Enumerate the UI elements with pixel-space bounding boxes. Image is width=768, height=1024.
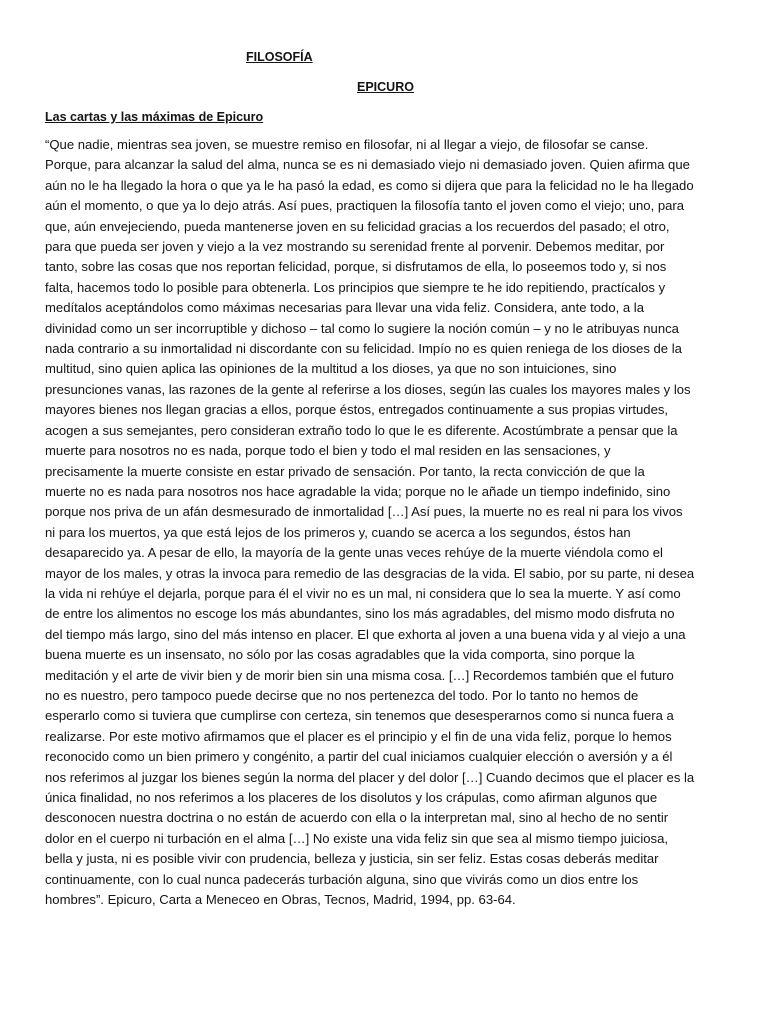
text-line: porque nos priva de un afán desmesurado de inmortalidad […] Así pues, la muerte no es real ni para los vivos — [45, 504, 683, 520]
text-line: no es nuestro, pero tampoco puede decirse que no nos pertenezca del todo. Por lo tanto no hemos de — [45, 687, 639, 703]
text-line: reconocido como un bien primero y congénito, a partir del cual iniciamos cualquier elección o aversión y a él — [45, 749, 673, 765]
text-line: muerte no es nada para nosotros nos hace agradable la vida; porque no le añade un tiempo indefinido, sino — [45, 483, 671, 499]
text-line: mayor de los males, y otras la invoca para remedio de las desgracias de la vida. El sabio, por su parte, ni desea — [45, 565, 695, 581]
text-line: única finalidad, no nos referimos a los placeres de los disolutos y los crápulas, como afirman algunos que — [45, 790, 658, 805]
text-line: Porque, para alcanzar la salud del alma, nunca se es ni demasiado viejo ni demasiado joven. Quien afirma que — [45, 157, 690, 173]
text-line: tanto, sobre las cosas que nos reportan felicidad, porque, si disfrutamos de ella, lo poseemos todo y, si nos — [45, 259, 667, 275]
text-line: la vida ni rehúye el dejarla, porque para él el vivir no es un mal, ni considera que lo sea la muerte. Y así como — [45, 585, 681, 601]
text-line: “Que nadie, mientras sea joven, se muestre remiso en filosofar, ni al llegar a viejo, de filosofar se canse. — [45, 137, 649, 152]
text-line: nada contrario a su inmortalidad ni discordante con su felicidad. Impío no es quien reniega de los dioses de la — [45, 341, 682, 357]
text-line: esperarlo como si tuviera que cumplirse con certeza, sin tenemos que desesperarnos como si nunca fuera a — [45, 708, 674, 724]
text-line: desconocen nuestra doctrina o no están de acuerdo con ella o la interpretan mal, sino al hecho de no sentir — [45, 810, 669, 826]
text-line: que, aún envejeciendo, pueda mantenerse joven en su felicidad gracias a los recuerdos del pasado; el otro, — [45, 218, 670, 234]
text-line: aún el momento, o que ya lo dejo atrás. Así pues, practiquen la filosofía tanto el joven como el viejo; uno, para — [45, 198, 685, 214]
text-line: nos referimos al juzgar los bienes según la norma del placer y del dolor […] Cuando decimos que el placer es la — [45, 769, 695, 785]
text-line: muerte para nosotros no es nada, porque todo el bien y todo el mal residen en las sensaciones, y — [45, 443, 611, 459]
text-line: aún no le ha llegado la hora o que ya le ha pasó la edad, es como si dijera que para la felicidad no le ha llegado — [45, 177, 694, 193]
text-line: continuamente, con lo cual nunca padecerás turbación alguna, sino que vivirás como un dios entre los — [45, 871, 639, 887]
section-heading: Las cartas y las máximas de Epicuro — [45, 110, 264, 124]
text-line: del tiempo más largo, sino del más intenso en placer. El que exhorta al joven a una buena vida y al viejo a una — [45, 626, 686, 642]
text-line: medítalos aceptándolos como máximas necesarias para llevar una vida feliz. Considera, ante todo, a la — [45, 300, 645, 316]
text-line: multitud, sino quien aplica las opiniones de la multitud a los dioses, ya que no son intuiciones, sino — [45, 361, 617, 377]
text-line: dolor en el cuerpo ni turbación en el alma […] No existe una vida feliz sin que sea al mismo tiempo juiciosa, — [45, 830, 669, 846]
text-line: precisamente la muerte consiste en estar privado de sensación. Por tanto, la recta convicción de que la — [45, 463, 645, 479]
text-line: realizarse. Por este motivo afirmamos que el placer es el principio y el fin de una vida feliz, porque lo hemos — [45, 728, 672, 744]
text-line: acogen a sus semejantes, pero consideran extraño todo lo que le es diferente. Acostúmbrate a pensar que la — [45, 422, 678, 438]
text-line: bella y justa, ni es posible vivir con prudencia, belleza y justicia, sin ser feliz. Estas cosas deberás meditar — [45, 851, 659, 867]
text-line: presunciones vanas, las razones de la gente al referirse a los dioses, según las cuales los mayores males y los — [45, 381, 691, 397]
document-title: FILOSOFÍA — [246, 50, 313, 64]
text-line: de entre los alimentos no escoge los más abundantes, sino los más agradables, del mismo modo disfruta no — [45, 606, 675, 622]
text-line: ni para los muertos, ya que está lejos de los primeros y, cuando se acerca a los segundos, éstos han — [45, 524, 631, 540]
text-line: buena muerte es un insensato, no sólo por las cosas agradables que la vida comporta, sino porque la — [45, 647, 635, 663]
quote-paragraph — [45, 135, 725, 910]
text-line: mayores bienes nos llegan gracias a ellos, porque éstos, entregados continuamente a sus propias virtudes, — [45, 402, 669, 418]
document-subtitle: EPICURO — [357, 80, 414, 94]
text-line: para que pueda ser joven y viejo a la vez mostrando su serenidad frente al porvenir. Debemos meditar, por — [45, 239, 665, 255]
text-line: meditación y el arte de vivir bien y de morir bien sin una misma cosa. […] Recordemos también que el futuro — [45, 667, 674, 683]
text-line: hombres”. Epicuro, Carta a Meneceo en Obras, Tecnos, Madrid, 1994, pp. 63-64. — [45, 892, 516, 908]
text-line: falta, hacemos todo lo posible para obtenerla. Los principios que siempre te he ido repitiendo, practícalos y — [45, 279, 666, 295]
text-line: desaparecido ya. A pesar de ello, la mayoría de la gente unas veces rehúye de la muerte viéndola como el — [45, 545, 663, 561]
text-line: divinidad como un ser incorruptible y dichoso – tal como lo sugiere la noción común – y no le atribuyas nunca — [45, 320, 679, 336]
